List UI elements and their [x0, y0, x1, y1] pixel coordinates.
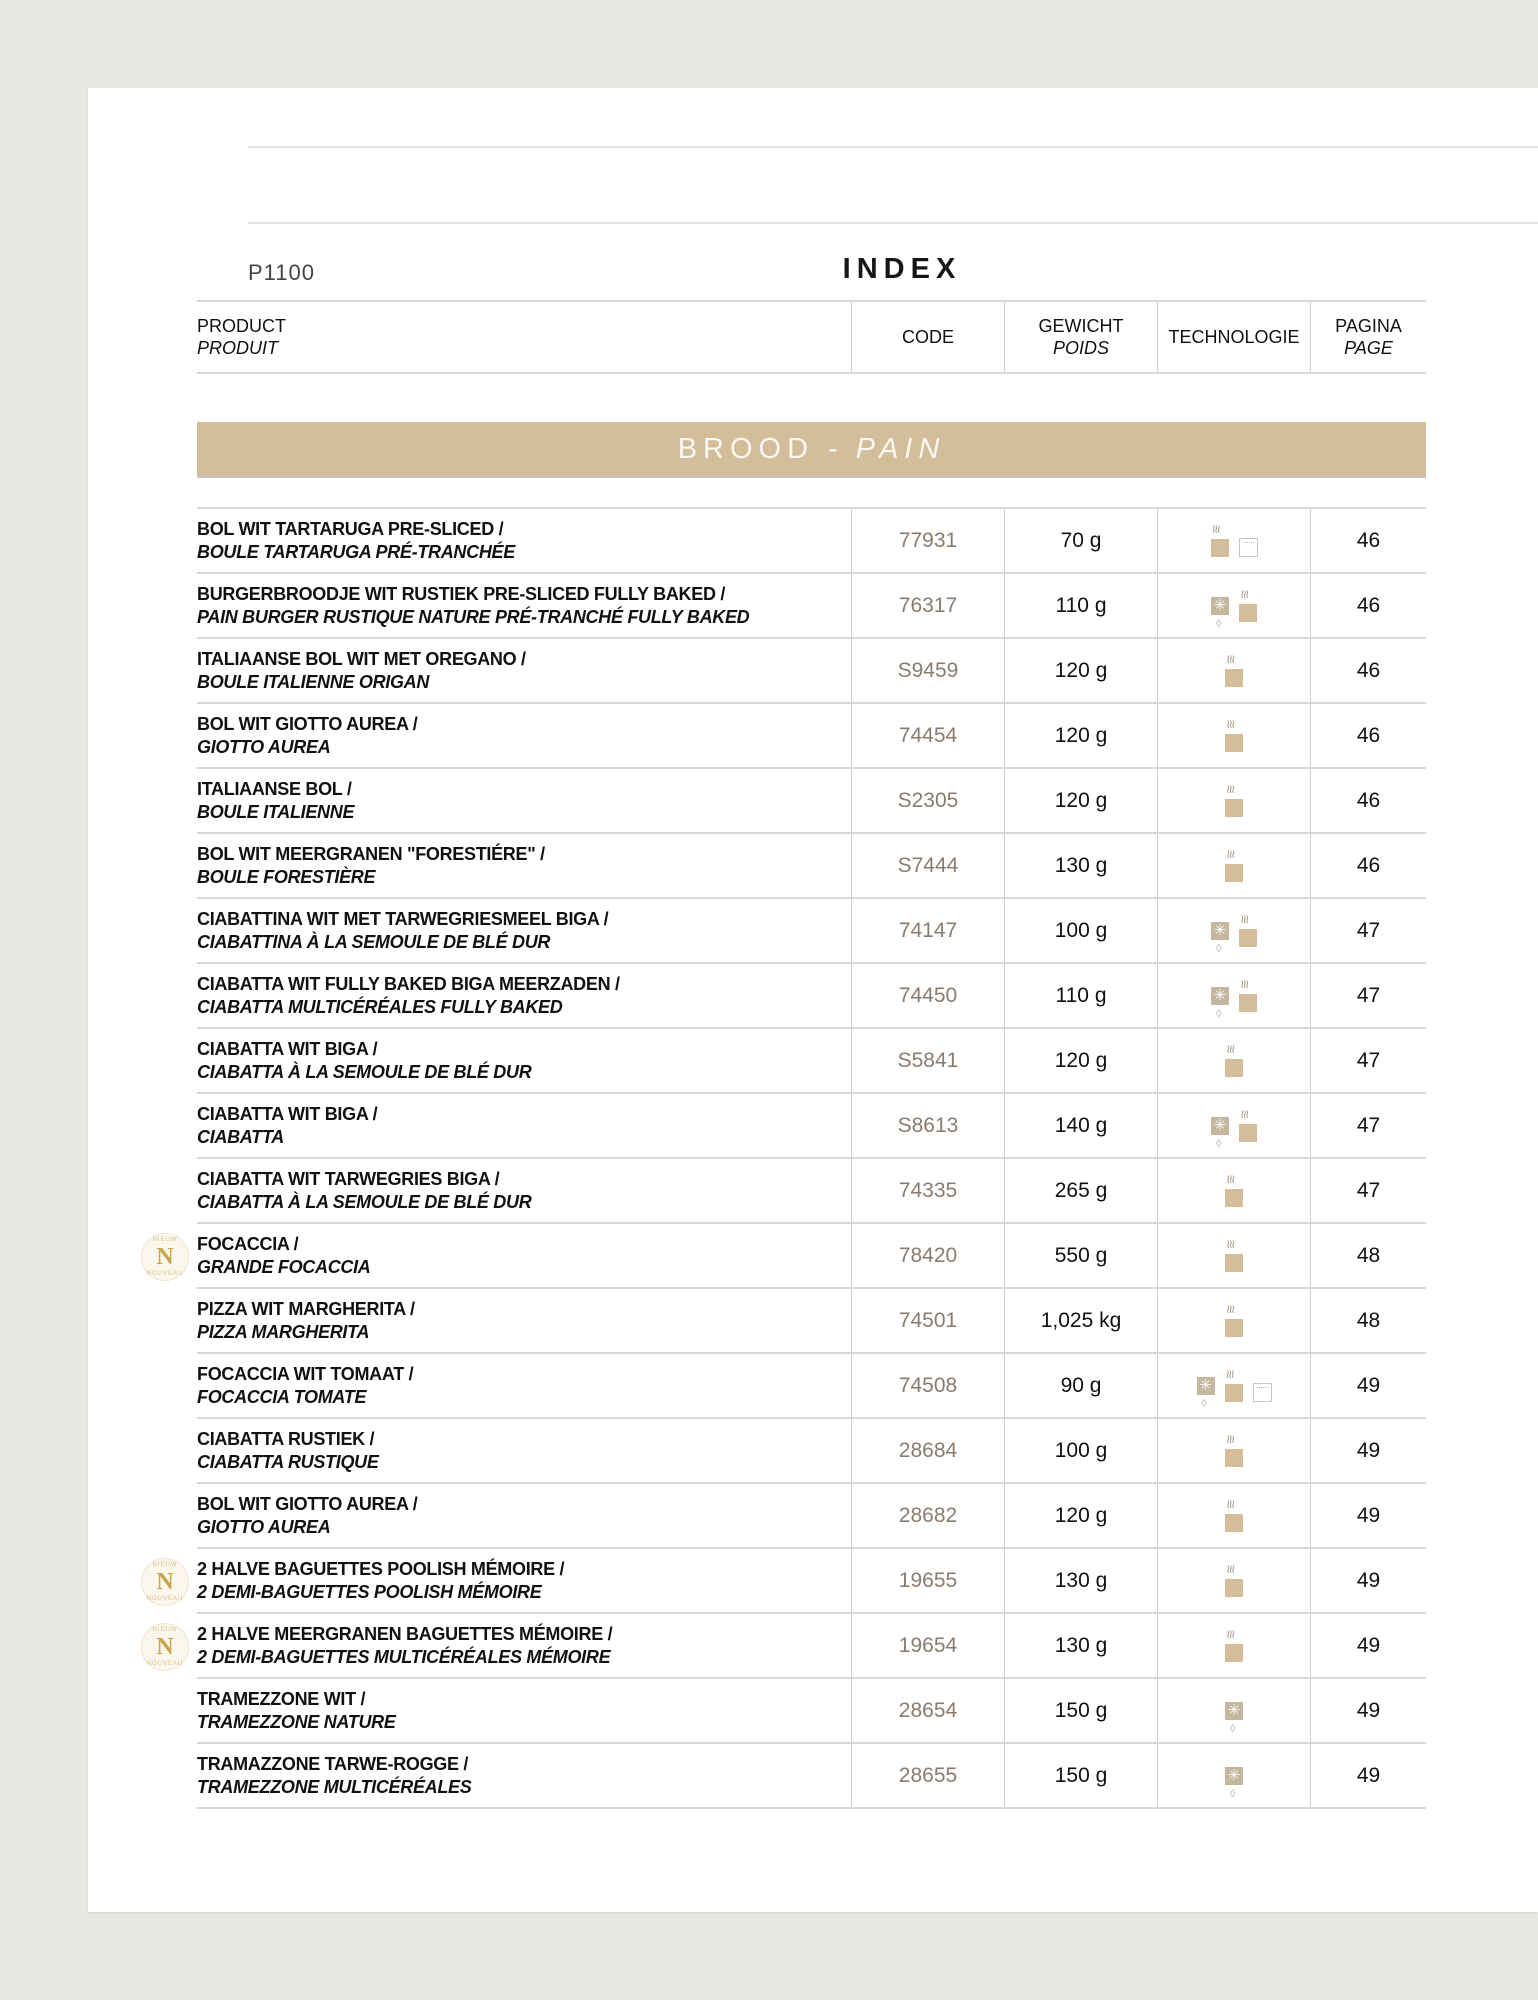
table-row: [197, 769, 1426, 834]
product-name-fr: BOULE ITALIENNE: [197, 801, 355, 822]
page-number: 47: [1310, 1159, 1426, 1222]
product-code: 77931: [851, 509, 1004, 572]
product-name-nl: BURGERBROODJE WIT RUSTIEK PRE-SLICED FULLY BAKED /: [197, 583, 726, 604]
product-code: 74450: [851, 964, 1004, 1027]
page-number: 47: [1310, 1029, 1426, 1092]
page-number: 46: [1310, 574, 1426, 637]
product-name-cell: [197, 964, 851, 1027]
technology-icons: [1157, 1679, 1310, 1742]
table-row: [197, 1419, 1426, 1484]
product-code: 74508: [851, 1354, 1004, 1417]
column-header-technology: [1157, 302, 1310, 372]
bake-off-icon: [1225, 1449, 1243, 1467]
page-number: 49: [1310, 1419, 1426, 1482]
product-name-fr: CIABATTINA À LA SEMOULE DE BLÉ DUR: [197, 931, 551, 952]
page-title: INDEX: [842, 253, 962, 285]
column-header-product: [197, 302, 851, 372]
table-row: [146, 1549, 1426, 1614]
technology-icons: [1157, 1029, 1310, 1092]
product-name-nl: 2 HALVE MEERGRANEN BAGUETTES MÉMOIRE /: [197, 1623, 613, 1644]
page-number: 49: [1310, 1549, 1426, 1612]
product-weight: 120 g: [1004, 704, 1157, 767]
product-name-nl: 2 HALVE BAGUETTES POOLISH MÉMOIRE /: [197, 1558, 565, 1579]
bake-off-icon: [1211, 539, 1229, 557]
product-name-nl: TRAMEZZONE WIT /: [197, 1688, 366, 1709]
column-header-product-nl: PRODUCT: [197, 316, 286, 336]
product-name-cell: [197, 574, 851, 637]
product-weight: 120 g: [1004, 639, 1157, 702]
page-number: 48: [1310, 1224, 1426, 1287]
product-code: 28654: [851, 1679, 1004, 1742]
product-name-cell: [197, 1094, 851, 1157]
technology-icons: [1157, 834, 1310, 897]
product-weight: 150 g: [1004, 1744, 1157, 1807]
technology-icons: [1157, 574, 1310, 637]
product-weight: 120 g: [1004, 769, 1157, 832]
product-weight: 150 g: [1004, 1679, 1157, 1742]
table-row: [197, 1159, 1426, 1224]
product-name-cell: [197, 1029, 851, 1092]
product-name-nl: BOL WIT MEERGRANEN "FORESTIÉRE" /: [197, 843, 545, 864]
product-weight: 100 g: [1004, 1419, 1157, 1482]
product-code: 74501: [851, 1289, 1004, 1352]
column-header-weight-fr: POIDS: [1052, 338, 1109, 358]
product-weight: 120 g: [1004, 1484, 1157, 1547]
product-code: 28682: [851, 1484, 1004, 1547]
product-code: S2305: [851, 769, 1004, 832]
new-product-badge-icon: [141, 1623, 189, 1671]
column-header-code-label: CODE: [901, 327, 954, 347]
product-weight: 100 g: [1004, 899, 1157, 962]
table-row: [197, 899, 1426, 964]
product-name-nl: CIABATTA WIT BIGA /: [197, 1103, 378, 1124]
product-name-nl: FOCACCIA WIT TOMAAT /: [197, 1363, 414, 1384]
table-row: [197, 1029, 1426, 1094]
table-row: [146, 1224, 1426, 1289]
table-row: [197, 1679, 1426, 1744]
table-row: [197, 509, 1426, 574]
header-bottom-rule: [248, 222, 1538, 224]
bake-off-icon: [1225, 1319, 1243, 1337]
bake-off-icon: [1239, 994, 1257, 1012]
product-weight: 130 g: [1004, 1614, 1157, 1677]
badge-top-text: NIEUW: [152, 1627, 178, 1633]
technology-icons: [1157, 639, 1310, 702]
product-name-nl: CIABATTA WIT TARWEGRIES BIGA /: [197, 1168, 500, 1189]
thaw-icon: ✳ ◊: [1197, 1377, 1215, 1395]
page-number: 47: [1310, 1094, 1426, 1157]
table-row: [197, 1354, 1426, 1419]
product-name-fr: CIABATTA À LA SEMOULE DE BLÉ DUR: [197, 1191, 532, 1212]
product-name-cell: [197, 1354, 851, 1417]
thaw-icon: ✳ ◊: [1211, 922, 1229, 940]
bake-off-icon: [1225, 734, 1243, 752]
bake-off-icon: [1225, 1254, 1243, 1272]
product-code: S9459: [851, 639, 1004, 702]
page-number: 46: [1310, 639, 1426, 702]
product-code: 74335: [851, 1159, 1004, 1222]
product-code: 28655: [851, 1744, 1004, 1807]
product-name-nl: CIABATTINA WIT MET TARWEGRIESMEEL BIGA /: [197, 908, 609, 929]
product-code: 74147: [851, 899, 1004, 962]
product-name-cell: [197, 1679, 851, 1742]
technology-icons: [1157, 704, 1310, 767]
new-product-badge-icon: [141, 1558, 189, 1606]
product-name-nl: TRAMAZZONE TARWE-ROGGE /: [197, 1753, 469, 1774]
product-name-cell: [197, 1744, 851, 1807]
table-row: [197, 704, 1426, 769]
technology-icons: [1157, 1614, 1310, 1677]
product-name-fr: GIOTTO AUREA: [197, 736, 331, 757]
product-name-cell: [197, 639, 851, 702]
column-header-weight-nl: GEWICHT: [1038, 316, 1124, 336]
bake-off-icon: [1225, 1514, 1243, 1532]
badge-top-text: NIEUW: [152, 1562, 178, 1568]
product-name-fr: TRAMEZZONE NATURE: [197, 1711, 396, 1732]
product-code: 78420: [851, 1224, 1004, 1287]
product-name-nl: CIABATTA WIT BIGA /: [197, 1038, 378, 1059]
product-name-fr: CIABATTA RUSTIQUE: [197, 1451, 379, 1472]
product-name-fr: FOCACCIA TOMATE: [197, 1386, 367, 1407]
product-table-body: [146, 507, 1426, 1809]
document-code: P1100: [248, 260, 315, 285]
table-row: [197, 834, 1426, 899]
badge-letter: N: [156, 1633, 174, 1660]
product-name-fr: TRAMEZZONE MULTICÉRÉALES: [197, 1776, 472, 1797]
product-code: 74454: [851, 704, 1004, 767]
section-band-brood-pain: [197, 422, 1426, 478]
technology-icons: [1157, 1094, 1310, 1157]
product-code: S8613: [851, 1094, 1004, 1157]
product-name-fr: CIABATTA À LA SEMOULE DE BLÉ DUR: [197, 1061, 532, 1082]
badge-letter: N: [156, 1243, 174, 1270]
product-weight: 90 g: [1004, 1354, 1157, 1417]
thaw-icon: ✳ ◊: [1211, 987, 1229, 1005]
product-name-nl: CIABATTA WIT FULLY BAKED BIGA MEERZADEN /: [197, 973, 620, 994]
badge-top-text: NIEUW: [152, 1237, 178, 1243]
bake-off-icon: [1225, 669, 1243, 687]
bake-off-icon: [1225, 1579, 1243, 1597]
technology-icons: [1157, 1549, 1310, 1612]
product-name-cell: [197, 509, 851, 572]
bake-off-icon: [1225, 1644, 1243, 1662]
page-number: 47: [1310, 964, 1426, 1027]
page-number: 49: [1310, 1614, 1426, 1677]
page-number: 49: [1310, 1484, 1426, 1547]
badge-bottom-text: NOUVEAU: [146, 1661, 184, 1667]
product-name-cell: [197, 834, 851, 897]
product-name-nl: FOCACCIA /: [197, 1233, 299, 1254]
table-header: [197, 300, 1426, 374]
product-weight: 110 g: [1004, 964, 1157, 1027]
product-weight: 1,025 kg: [1004, 1289, 1157, 1352]
technology-icons: [1157, 1354, 1310, 1417]
technology-icons: [1157, 1159, 1310, 1222]
technology-icons: [1157, 1484, 1310, 1547]
badge-bottom-text: NOUVEAU: [146, 1271, 184, 1277]
product-weight: 265 g: [1004, 1159, 1157, 1222]
product-weight: 120 g: [1004, 1029, 1157, 1092]
page-number: 49: [1310, 1744, 1426, 1807]
product-name-cell: [197, 1419, 851, 1482]
table-row: [197, 574, 1426, 639]
bake-off-icon: [1225, 1059, 1243, 1077]
page-number: 46: [1310, 509, 1426, 572]
product-name-nl: BOL WIT TARTARUGA PRE-SLICED /: [197, 518, 504, 539]
thaw-icon: ✳ ◊: [1225, 1767, 1243, 1785]
badge-letter: N: [156, 1568, 174, 1595]
product-name-fr: CIABATTA: [197, 1126, 284, 1147]
product-name-fr: CIABATTA MULTICÉRÉALES FULLY BAKED: [197, 996, 563, 1017]
product-code: 76317: [851, 574, 1004, 637]
technology-icons: [1157, 769, 1310, 832]
oven-icon: [1239, 538, 1258, 557]
section-title-nl: BROOD -: [677, 432, 844, 465]
product-name-fr: GRANDE FOCACCIA: [197, 1256, 371, 1277]
product-name-fr: BOULE TARTARUGA PRÉ-TRANCHÉE: [197, 541, 515, 562]
column-header-technology-label: TECHNOLOGIE: [1168, 327, 1300, 347]
bake-off-icon: [1225, 1384, 1243, 1402]
product-name-fr: BOULE FORESTIÈRE: [197, 866, 376, 887]
column-header-page-nl: PAGINA: [1335, 316, 1402, 336]
column-header-product-fr: PRODUIT: [197, 338, 278, 358]
product-name-cell: [197, 899, 851, 962]
product-weight: 70 g: [1004, 509, 1157, 572]
new-product-badge-icon: [141, 1233, 189, 1281]
technology-icons: [1157, 509, 1310, 572]
bake-off-icon: [1239, 604, 1257, 622]
table-row: [197, 1744, 1426, 1809]
technology-icons: [1157, 964, 1310, 1027]
product-weight: 550 g: [1004, 1224, 1157, 1287]
thaw-icon: ✳ ◊: [1211, 1117, 1229, 1135]
column-header-page: [1310, 302, 1426, 372]
page-number: 49: [1310, 1354, 1426, 1417]
technology-icons: [1157, 1224, 1310, 1287]
column-header-page-fr: PAGE: [1344, 338, 1393, 358]
page-number: 46: [1310, 834, 1426, 897]
product-name-fr: PAIN BURGER RUSTIQUE NATURE PRÉ-TRANCHÉ FULLY BAKED: [197, 606, 750, 627]
product-name-cell: [197, 1224, 851, 1287]
technology-icons: [1157, 899, 1310, 962]
product-name-fr: BOULE ITALIENNE ORIGAN: [197, 671, 430, 692]
badge-bottom-text: NOUVEAU: [146, 1596, 184, 1602]
page-number: 48: [1310, 1289, 1426, 1352]
page-number: 47: [1310, 899, 1426, 962]
thaw-icon: ✳ ◊: [1211, 597, 1229, 615]
product-name-fr: PIZZA MARGHERITA: [197, 1321, 370, 1342]
technology-icons: [1157, 1419, 1310, 1482]
bake-off-icon: [1239, 929, 1257, 947]
product-weight: 130 g: [1004, 834, 1157, 897]
table-row: [197, 964, 1426, 1029]
product-name-cell: [197, 1614, 851, 1677]
product-weight: 110 g: [1004, 574, 1157, 637]
product-name-cell: [197, 1484, 851, 1547]
product-weight: 130 g: [1004, 1549, 1157, 1612]
product-name-fr: 2 DEMI-BAGUETTES MULTICÉRÉALES MÉMOIRE: [197, 1646, 611, 1667]
header-top-rule: [248, 146, 1538, 148]
product-name-nl: ITALIAANSE BOL WIT MET OREGANO /: [197, 648, 526, 669]
section-title-fr: PAIN: [855, 432, 946, 465]
bake-off-icon: [1239, 1124, 1257, 1142]
page-number: 49: [1310, 1679, 1426, 1742]
product-code: 28684: [851, 1419, 1004, 1482]
product-name-cell: [197, 1159, 851, 1222]
column-header-code: [851, 302, 1004, 372]
product-weight: 140 g: [1004, 1094, 1157, 1157]
oven-icon: [1253, 1383, 1272, 1402]
bake-off-icon: [1225, 864, 1243, 882]
product-name-cell: [197, 704, 851, 767]
table-row: [197, 1484, 1426, 1549]
thaw-icon: ✳ ◊: [1225, 1702, 1243, 1720]
product-name-nl: PIZZA WIT MARGHERITA /: [197, 1298, 415, 1319]
table-row: [146, 1614, 1426, 1679]
product-name-cell: [197, 1549, 851, 1612]
product-name-fr: 2 DEMI-BAGUETTES POOLISH MÉMOIRE: [197, 1581, 542, 1602]
product-code: 19654: [851, 1614, 1004, 1677]
product-name-nl: ITALIAANSE BOL /: [197, 778, 352, 799]
technology-icons: [1157, 1744, 1310, 1807]
column-header-weight: [1004, 302, 1157, 372]
page-number: 46: [1310, 769, 1426, 832]
table-row: [197, 639, 1426, 704]
bake-off-icon: [1225, 799, 1243, 817]
product-code: S7444: [851, 834, 1004, 897]
technology-icons: [1157, 1289, 1310, 1352]
bake-off-icon: [1225, 1189, 1243, 1207]
product-name-cell: [197, 769, 851, 832]
product-name-fr: GIOTTO AUREA: [197, 1516, 331, 1537]
table-row: [197, 1289, 1426, 1354]
product-name-nl: BOL WIT GIOTTO AUREA /: [197, 713, 418, 734]
table-row: [197, 1094, 1426, 1159]
product-name-nl: CIABATTA RUSTIEK /: [197, 1428, 375, 1449]
product-code: 19655: [851, 1549, 1004, 1612]
product-name-nl: BOL WIT GIOTTO AUREA /: [197, 1493, 418, 1514]
product-name-cell: [197, 1289, 851, 1352]
page-number: 46: [1310, 704, 1426, 767]
product-code: S5841: [851, 1029, 1004, 1092]
